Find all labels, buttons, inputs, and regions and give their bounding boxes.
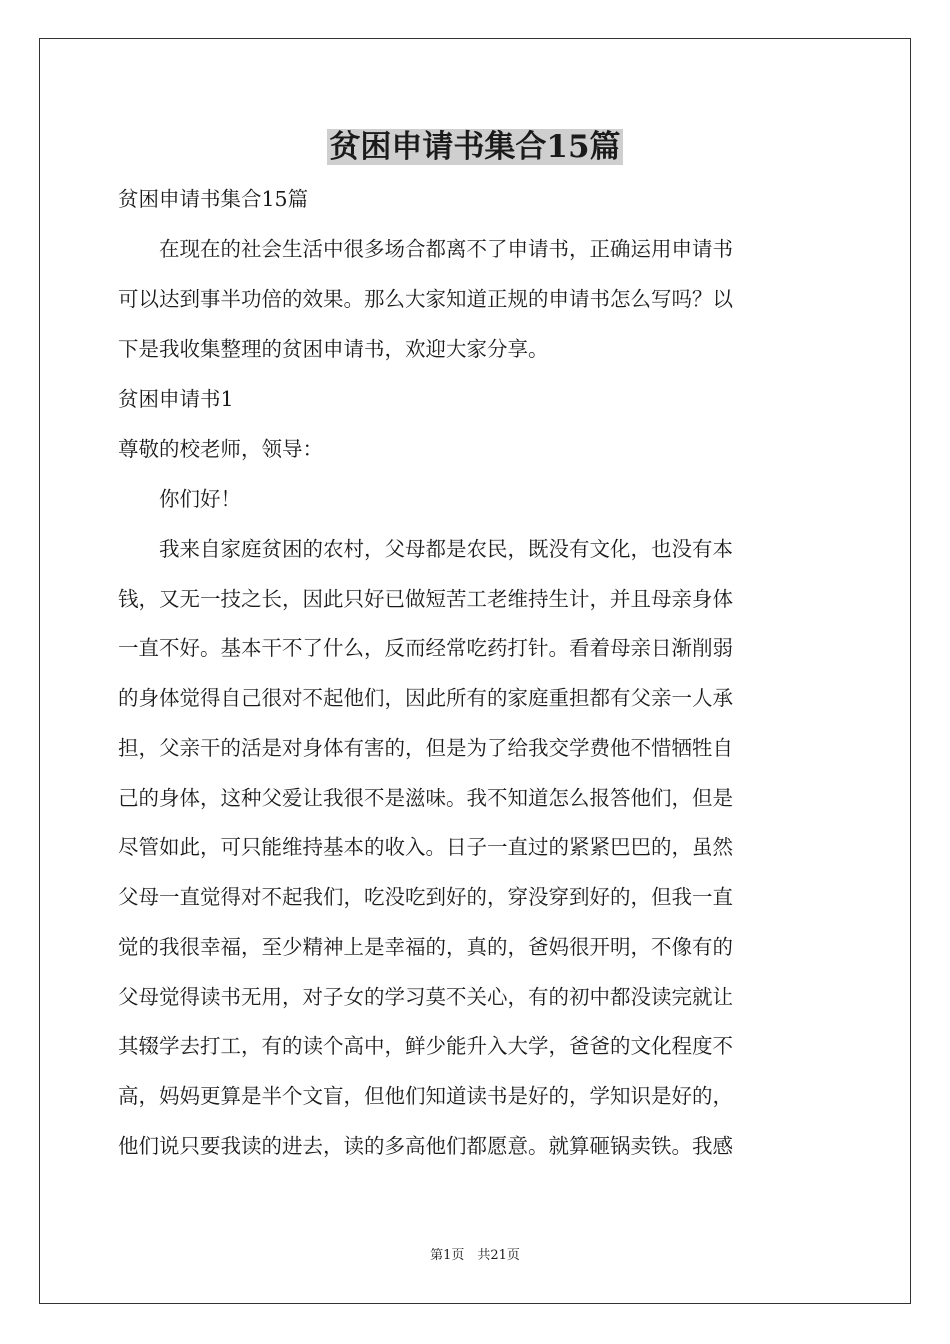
paragraph-line: 觉的我很幸福，至少精神上是幸福的，真的，爸妈很开明，不像有的 [118,935,733,959]
paragraph-line: 下是我收集整理的贫困申请书，欢迎大家分享。 [118,337,549,361]
paragraph-line: 的身体觉得自己很对不起他们，因此所有的家庭重担都有父亲一人承 [118,686,733,710]
paragraph-line: 担，父亲干的活是对身体有害的，但是为了给我交学费他不惜牺牲自 [118,736,733,760]
paragraph-line: 我来自家庭贫困的农村，父母都是农民，既没有文化，也没有本 [118,537,733,561]
page-border [39,38,911,1304]
paragraph-line: 父母一直觉得对不起我们，吃没吃到好的，穿没穿到好的，但我一直 [118,885,733,909]
paragraph-line: 钱，又无一技之长，因此只好已做短苦工老维持生计，并且母亲身体 [118,587,733,611]
salutation: 尊敬的校老师，领导： [118,437,323,461]
document-title [0,127,950,167]
greeting: 你们好！ [118,487,241,511]
paragraph-line: 己的身体，这种父爱让我很不是滋味。我不知道怎么报答他们，但是 [118,786,733,810]
paragraph-line: 在现在的社会生活中很多场合都离不了申请书，正确运用申请书 [118,237,733,261]
paragraph-line: 一直不好。基本干不了什么，反而经常吃药打针。看着母亲日渐削弱 [118,636,733,660]
subtitle-line: 贫困申请书集合15篇 [118,187,309,211]
section-heading: 贫困申请书1 [118,387,234,411]
paragraph-line: 他们说只要我读的进去，读的多高他们都愿意。就算砸锅卖铁。我感 [118,1134,733,1158]
title-text: 贫困申请书集合15篇 [329,129,621,165]
page-number-footer: 第1页 共21页 [430,1248,520,1263]
paragraph-line: 父母觉得读书无用，对子女的学习莫不关心，有的初中都没读完就让 [118,985,733,1009]
paragraph-line: 尽管如此，可只能维持基本的收入。日子一直过的紧紧巴巴的，虽然 [118,835,733,859]
paragraph-line: 可以达到事半功倍的效果。那么大家知道正规的申请书怎么写吗？以 [118,287,733,311]
paragraph-line: 高，妈妈更算是半个文盲，但他们知道读书是好的，学知识是好的， [118,1084,733,1108]
paragraph-line: 其辍学去打工，有的读个高中，鲜少能升入大学，爸爸的文化程度不 [118,1034,733,1058]
